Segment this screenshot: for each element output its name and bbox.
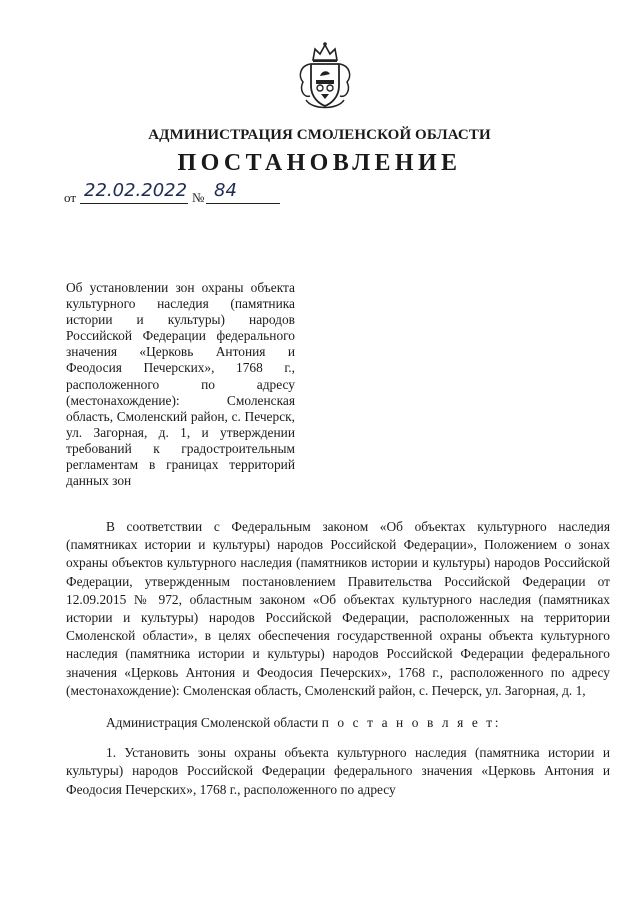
- document-type: ПОСТАНОВЛЕНИЕ: [177, 150, 462, 176]
- preamble-paragraph: В соответствии с Федеральным законом «Об объектах культурного наследия (памятниках истории и культуры) народов Российской Федерации», Положением о зонах охраны объектов культурного наследия (памятников истории и культуры) народов Российской Федерации, утвержденным постановлением Правительства Российской Федерации от 12.09.2015 № 972, областным законом «Об объектах культурного наследия (памятниках истории и культуры) народов Российской Федерации, расположенных на территории Смоленской области», в целях обеспечения государственной охраны объекта культурного наследия (памятника истории и культуры) народов Российской Федерации федерального значения «Церковь Антония и Феодосия Печерских», 1768 г., расположенного по адресу (местонахождение): Смоленская область, Смоленский район, с. Печерск, ул. Загорная, д. 1,: [66, 519, 610, 698]
- decree-paragraph: [66, 714, 610, 732]
- decree-verb: п о с т а н о в л я е т:: [321, 715, 502, 731]
- number-underline: [206, 203, 280, 204]
- organization-name: АДМИНИСТРАЦИЯ СМОЛЕНСКОЙ ОБЛАСТИ: [148, 127, 491, 143]
- handwritten-date: 22.02.2022: [84, 180, 188, 201]
- date-underline: [80, 203, 188, 204]
- item-1-paragraph: 1. Установить зоны охраны объекта культурного наследия (памятника истории и культуры) народов Российской Федерации федерального значения «Церковь Антония и Феодосия Печерских», 1768 г., расположенного по адресу: [66, 745, 610, 797]
- smolensk-coat-of-arms-icon: [296, 40, 354, 114]
- document-title: Об установлении зон охраны объекта культурного наследия (памятника истории и культуры) народов Российской Федерации федерального значения «Церковь Антония и Феодосия Печерских», 1768 г., расположенного по адресу (местонахождение): Смоленская область, Смоленский район, с. Печерск, ул. Загорная, д. 1, и утверждении требований к градостроительным регламентам в границах территорий данных зон: [66, 280, 295, 489]
- number-prefix: №: [192, 190, 205, 205]
- date-prefix: от: [64, 190, 77, 205]
- handwritten-number: 84: [214, 180, 237, 201]
- document-body: [66, 518, 610, 799]
- decree-subject: Администрация Смоленской области: [106, 715, 319, 731]
